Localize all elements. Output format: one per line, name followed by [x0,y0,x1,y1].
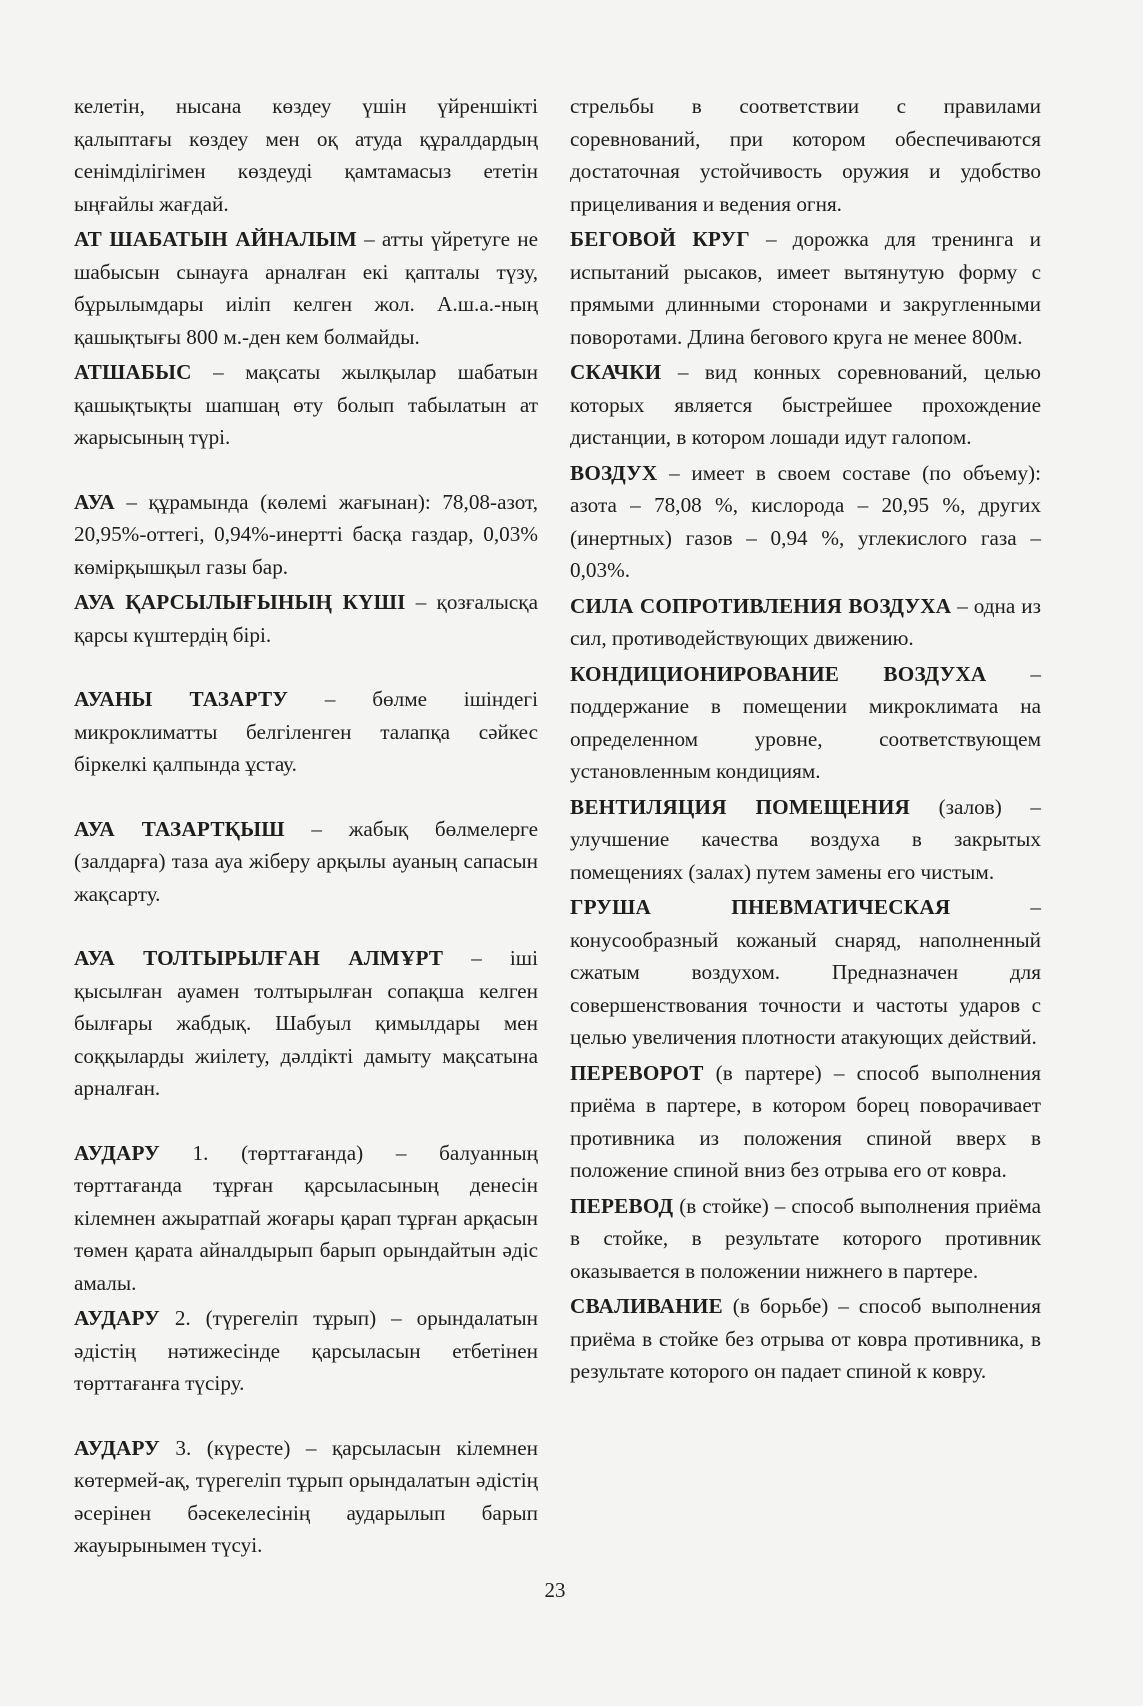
entry [74,942,538,1105]
entry-term: ГРУША ПНЕВМАТИЧЕСКАЯ [570,895,951,919]
entry-definition: – бөлме ішіндегі микроклиматты белгіленген талапқа сәйкес біркелкі қалпында ұстау. [74,687,538,776]
entry-term: ВЕНТИЛЯЦИЯ ПОМЕЩЕНИЯ [570,794,911,819]
entry-definition: – имеет в своем составе (по объему): азота – 78,08 %, кислорода – 20,95 %, других (инертных) газов – 0,94 %, углекислого газа – 0,03%. [570,460,1041,582]
entry [74,813,538,911]
entry-definition: – конусообразный кожаный снаряд, наполненный сжатым воздухом. Предназначен для совершенствования точности и частоты ударов с целью увеличения плотности атакующих действий. [570,895,1042,1049]
entry [74,486,538,584]
entry [570,457,1041,587]
entry [570,356,1041,454]
entry-definition: (залов) – улучшение качества воздуха в закрытых помещениях (залах) путем замены его чистым. [570,794,1041,884]
entry [570,1057,1041,1187]
entry-definition: – құрамында (көлемі жағынан): 78,08-азот, 20,95%-оттегі, 0,94%-инертті басқа газдар, 0,03% көмірқышқыл газы бар. [74,489,538,579]
entry-definition: 2. (түрегеліп тұрып) – орындалатын әдістің нәтижесінде қарсыласын етбетінен төрттағанға түсіру. [74,1306,538,1395]
entry-continuation [74,90,538,220]
entry-definition: (в борьбе) – способ выполнения приёма в стойке без отрыва от ковра противника, в результате которого он падает спиной к ковру. [570,1294,1041,1383]
entry-term: АТ ШАБАТЫН АЙНАЛЫМ [74,227,357,251]
entry-term: ПЕРЕВОД [570,1193,674,1218]
entry-definition: – қозғалысқа қарсы күштердің бірі. [74,590,538,647]
entry-definition: – іші қысылған ауамен толтырылған сопақша келген былғары жабдық. Шабуыл қимылдары мен соққыларды жиілету, дәлдікті дамыту мақсатына арналған. [74,946,538,1100]
entry-term: АУА ТАЗАРТҚЫШ [74,816,285,841]
entry [570,223,1041,353]
entry-term: АУА [74,489,115,514]
entry [570,658,1041,788]
entry-term: СИЛА СОПРОТИВЛЕНИЯ ВОЗДУХА [570,593,952,618]
entry [74,223,538,353]
entry [74,356,538,454]
entry-definition: – мақсаты жылқылар шабатын қашықтықты шапшаң өту болып табылатын ат жарысының түрі. [74,360,538,449]
entry-term: ПЕРЕВОРОТ [570,1060,704,1085]
entry [74,1432,538,1562]
page-number: 23 [544,1578,566,1602]
right-column [570,90,1041,1391]
entry-definition: – поддержание в помещении микроклимата на определенном уровне, соответствующем установленным кондициям. [570,661,1042,783]
entry [74,683,538,781]
entry-definition: келетін, нысана көздеу үшін үйреншікті қалыптағы көздеу мен оқ атуда құралдардың сенімділігімен көздеуді қамтамасыз ететін ыңғайлы жағдай. [74,94,538,216]
entry-term: БЕГОВОЙ КРУГ [570,227,750,251]
left-column [74,90,538,1565]
entry-definition: 3. (күресте) – қарсыласын кілемнен көтермей-ақ, түрегеліп тұрып орындалатын әдістің әсерінен бәсекелесінің аударылып барып жауырынымен түсуі. [74,1435,538,1557]
entry-continuation [570,90,1041,220]
entry-definition: стрельбы в соответствии с правилами соревнований, при котором обеспечиваются достаточная устойчивость оружия и удобство прицеливания и ведения огня. [570,94,1041,216]
entry [570,791,1041,889]
entry-term: АУДАРУ [74,1140,160,1165]
entry-term: АУА ТОЛТЫРЫЛҒАН АЛМҰРТ [74,946,444,970]
entry-definition: (в стойке) – способ выполнения приёма в стойке, в результате которого противник оказывается в положении нижнего в партере. [570,1193,1041,1283]
entry [74,586,538,651]
entry-term: АУДАРУ [74,1435,160,1460]
entry [74,1137,538,1300]
entry-term: АУДАРУ [74,1306,160,1330]
entry-term: АУА ҚАРСЫЛЫҒЫНЫҢ КҮШІ [74,590,406,614]
entry-definition: – дорожка для тренинга и испытаний рысаков, имеет вытянутую форму с прямыми длинными сторонами и закругленными поворотами. Длина бегового круга не менее 800м. [570,227,1041,349]
entry-term: КОНДИЦИОНИРОВАНИЕ ВОЗДУХА [570,661,987,686]
entry [74,1302,538,1400]
entry [570,1190,1041,1288]
entry-definition: 1. (төрттағанда) – балуанның төрттағанда тұрған қарсыласының денесін кілемнен ажыратпай жоғары қарап тұрған арқасын төмен қарата айналдырып барып орындайтын әдіс амалы. [74,1140,538,1295]
entry-term: АУАНЫ ТАЗАРТУ [74,687,289,711]
entry [570,891,1041,1054]
entry-definition: – одна из сил, противодействующих движению. [570,593,1041,650]
entry-term: ВОЗДУХ [570,460,658,485]
entry-definition: – атты үйретуге не шабысын сынауға арналған екі қапталы түзу, бұрылымдары иіліп келген жол. А.ш.а.-ның қашықтығы 800 м.-ден кем болмайды. [74,227,538,349]
entry-term: СВАЛИВАНИЕ [570,1294,723,1318]
entry-definition: – вид конных соревнований, целью которых является быстрейшее прохождение дистанции, в котором лошади идут галопом. [570,360,1041,449]
entry [570,1290,1041,1388]
entry-definition: – жабық бөлмелерге (залдарға) таза ауа жіберу арқылы ауаның сапасын жақсарту. [74,816,538,906]
entry-term: АТШАБЫС [74,360,192,384]
entry [570,590,1041,655]
entry-definition: (в партере) – способ выполнения приёма в партере, в котором борец поворачивает противника из положения спиной вверх в положение спиной вниз без отрыва его от ковра. [570,1060,1041,1182]
entry-term: СКАЧКИ [570,360,662,384]
